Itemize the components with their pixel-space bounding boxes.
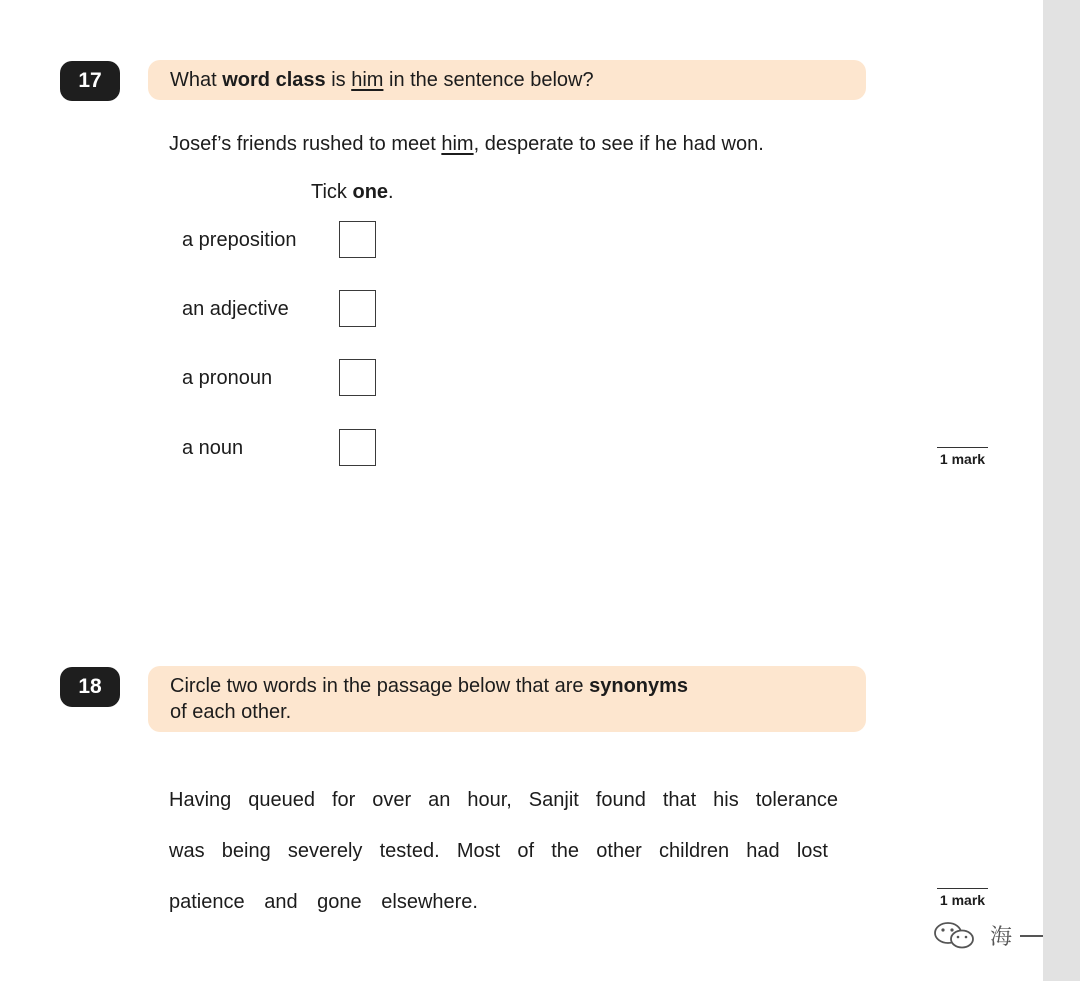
option-checkbox-preposition[interactable] [339, 221, 376, 258]
question-17-prompt [148, 60, 866, 100]
prompt-bold-term: synonyms [589, 675, 689, 697]
question-number-18: 18 [60, 667, 120, 707]
question-18-passage [169, 786, 838, 916]
question-17-mark: 1 mark [937, 447, 988, 467]
watermark-line [1020, 935, 1043, 937]
option-checkbox-adjective[interactable] [339, 290, 376, 327]
sentence-text: , desperate to see if he had won. [473, 133, 764, 155]
passage-line: patience and gone elsewhere. [169, 891, 478, 913]
question-18-prompt [148, 666, 866, 732]
tick-bold: one [352, 181, 389, 203]
prompt-text: Circle two words in the passage below that are [170, 675, 590, 697]
watermark-text: 海 [990, 923, 1013, 949]
prompt-text: in the sentence below? [383, 69, 594, 91]
sentence-text: Josef’s friends rushed to meet [169, 133, 442, 155]
question-17-sentence [169, 130, 764, 158]
tick-text: . [388, 181, 394, 203]
prompt-underlined-word: him [351, 69, 384, 91]
page-margin-strip [1043, 0, 1080, 981]
prompt-text: is [325, 69, 352, 91]
question-18-mark: 1 mark [937, 888, 988, 908]
option-label-adjective: an adjective [182, 298, 289, 320]
option-label-preposition: a preposition [182, 229, 297, 251]
passage-line: was being severely tested. Most of the other children had lost [169, 840, 828, 862]
prompt-bold-term: word class [222, 69, 326, 91]
question-number-17: 17 [60, 61, 120, 101]
prompt-text-line2: of each other. [170, 701, 292, 723]
option-label-pronoun: a pronoun [182, 367, 273, 389]
tick-instruction [311, 178, 394, 206]
sentence-underlined-word: him [441, 133, 474, 155]
prompt-text: What [170, 69, 223, 91]
passage-line: Having queued for over an hour, Sanjit found that his tolerance [169, 789, 838, 811]
option-checkbox-pronoun[interactable] [339, 359, 376, 396]
tick-text: Tick [311, 181, 353, 203]
wechat-icon [930, 920, 986, 950]
watermark [930, 918, 1012, 952]
option-checkbox-noun[interactable] [339, 429, 376, 466]
option-label-noun: a noun [182, 437, 244, 459]
